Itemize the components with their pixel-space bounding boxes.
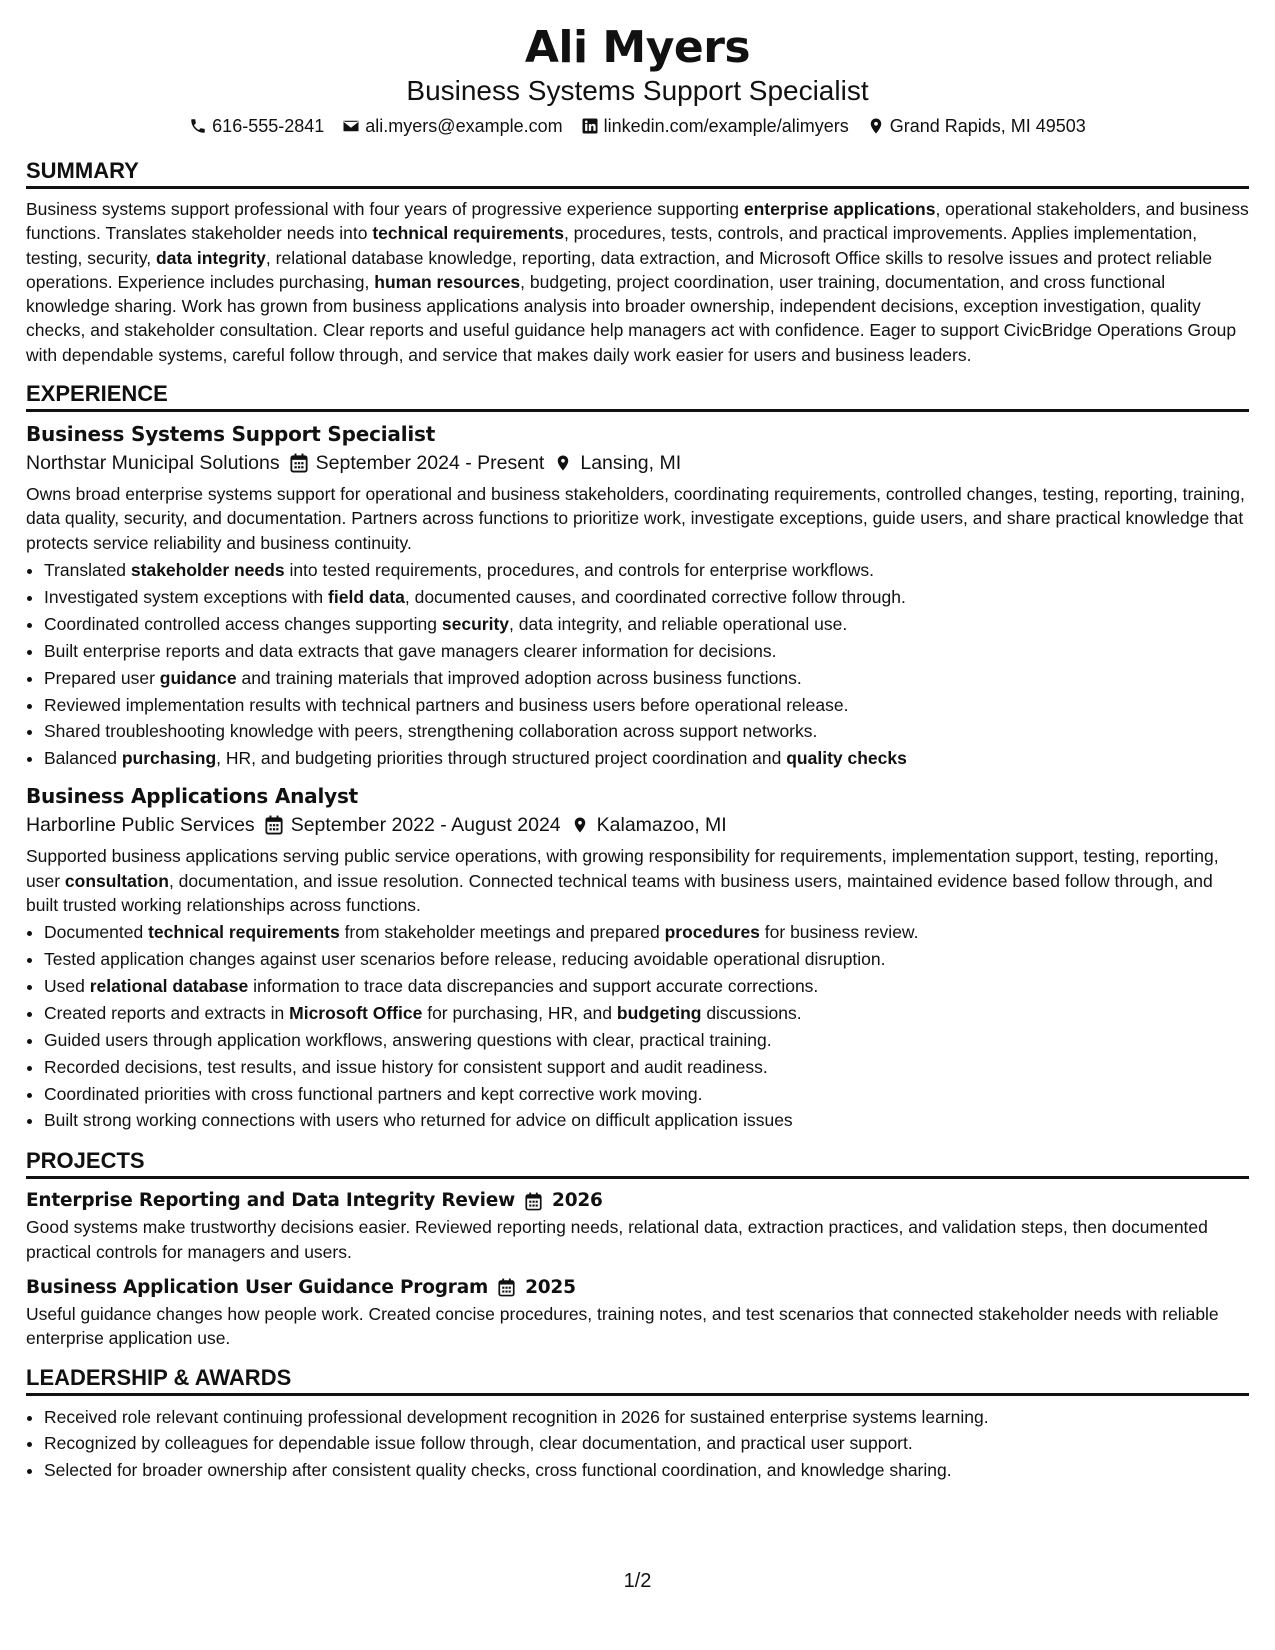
bullet-item: • Reviewed implementation results with technical partners and business users before operational release.	[44, 692, 1249, 719]
bold-keyword: data integrity	[156, 247, 266, 268]
calendar-icon	[290, 453, 308, 473]
bold-keyword: purchasing	[121, 748, 217, 769]
location-pin-icon	[867, 117, 885, 135]
contact-phone	[189, 114, 324, 138]
contact-location	[867, 114, 1086, 138]
job-title: Business Systems Support Specialist	[26, 422, 436, 447]
project-title: Enterprise Reporting and Data Integrity Review	[26, 1190, 516, 1212]
bold-keyword: guidance	[159, 667, 237, 688]
bold-keyword: technical requirements	[148, 922, 340, 943]
bold-keyword: budgeting	[616, 1002, 702, 1023]
job-location-group	[571, 810, 727, 840]
contact-email[interactable]	[342, 114, 562, 138]
location-pin-icon	[571, 815, 589, 835]
envelope-icon	[342, 117, 360, 135]
job-entry	[26, 420, 1249, 772]
job-location-group	[554, 448, 681, 478]
job-meta	[26, 448, 1249, 478]
bullet-item: • Built strong working connections with users who returned for advice on difficult application issues	[44, 1107, 1249, 1134]
bullet-item: • Shared troubleshooting knowledge with peers, strengthening collaboration across support networks.	[44, 718, 1249, 745]
award-item: • Selected for broader ownership after consistent quality checks, cross functional coordination, and knowledge sharing.	[44, 1457, 1249, 1484]
bullet-item: • Coordinated priorities with cross functional partners and kept corrective work moving.	[44, 1081, 1249, 1108]
bold-keyword: stakeholder needs	[130, 559, 285, 580]
job-description: Supported business applications serving public service operations, with growing responsibility for requirements, implementation support, testing, reporting, user consultation, documentation, and issue resolution. Connected technical teams with business users, maintained evidence based follow through, and built trusted working relationships across functions.	[26, 846, 1219, 915]
bold-keyword: field data	[328, 586, 405, 607]
award-item: • Received role relevant continuing professional development recognition in 2026 for sustained enterprise systems learning.	[44, 1404, 1249, 1431]
resume-header	[26, 0, 1249, 138]
bold-keyword: enterprise applications	[743, 199, 936, 219]
bullet-item: • Investigated system exceptions with field data, documented causes, and coordinated corrective follow through.	[44, 584, 1249, 611]
job-dates: September 2022 - August 2024	[290, 814, 561, 837]
bold-keyword: Microsoft Office	[289, 1002, 423, 1023]
bullet-item: • Recorded decisions, test results, and issue history for consistent support and audit readiness.	[44, 1054, 1249, 1081]
bullet-item: • Prepared user guidance and training materials that improved adoption across business functions.	[44, 665, 1249, 692]
contact-linkedin[interactable]	[581, 114, 849, 138]
phone-text: 616-555-2841	[212, 116, 325, 136]
bold-keyword: human resources	[374, 271, 521, 292]
location-pin-icon	[554, 453, 572, 473]
awards-heading: LEADERSHIP & AWARDS	[26, 1365, 1249, 1396]
bold-keyword: procedures	[664, 922, 760, 943]
bold-keyword: consultation	[64, 870, 169, 891]
calendar-icon	[265, 815, 283, 835]
project-year: 2026	[552, 1190, 603, 1212]
job-bullets	[26, 919, 1249, 1134]
bullet-item: • Built enterprise reports and data extracts that gave managers clearer information for decisions.	[44, 638, 1249, 665]
project-header	[26, 1274, 1249, 1302]
bullet-item: • Used relational database information to trace data discrepancies and support accurate corrections.	[44, 973, 1249, 1000]
job-location: Kalamazoo, MI	[596, 814, 727, 837]
calendar-icon	[525, 1192, 542, 1211]
page-number: 1/2	[623, 1570, 652, 1592]
job-meta	[26, 810, 1249, 840]
award-item: • Recognized by colleagues for dependable issue follow through, clear documentation, and practical user support.	[44, 1430, 1249, 1457]
bold-keyword: security	[441, 613, 510, 634]
job-company: Northstar Municipal Solutions	[26, 452, 280, 475]
project-entry	[26, 1187, 1249, 1264]
bullet-item: • Translated stakeholder needs into tested requirements, procedures, and controls for enterprise workflows.	[44, 557, 1249, 584]
job-entry	[26, 782, 1249, 1134]
bold-keyword: quality checks	[786, 748, 907, 769]
calendar-icon	[498, 1278, 515, 1297]
bold-keyword: relational database	[89, 975, 249, 996]
linkedin-icon	[581, 117, 599, 135]
candidate-name: Ali Myers	[524, 22, 751, 73]
linkedin-text[interactable]: linkedin.com/example/alimyers	[603, 116, 849, 136]
job-dates-group	[290, 448, 545, 478]
bullet-item: • Balanced purchasing, HR, and budgeting priorities through structured project coordination and quality checks	[44, 745, 1249, 772]
job-title: Business Applications Analyst	[26, 784, 359, 809]
project-entry	[26, 1274, 1249, 1351]
location-text: Grand Rapids, MI 49503	[889, 116, 1086, 136]
projects-heading: PROJECTS	[26, 1148, 1249, 1179]
project-description: Useful guidance changes how people work. Created concise procedures, training notes, and test scenarios that connected stakeholder needs with reliable enterprise application use.	[26, 1303, 1219, 1349]
job-description: Owns broad enterprise systems support for operational and business stakeholders, coordinating requirements, controlled changes, testing, reporting, training, data quality, security, and documentation. Partners across functions to prioritize work, investigate exceptions, guide users, and share practical knowledge that protects service reliability and business continuity.	[26, 484, 1245, 553]
phone-icon	[189, 117, 207, 135]
contact-line	[26, 114, 1249, 138]
email-text[interactable]: ali.myers@example.com	[365, 116, 563, 136]
job-company: Harborline Public Services	[26, 814, 255, 837]
experience-heading: EXPERIENCE	[26, 381, 1249, 412]
job-dates-group	[265, 810, 561, 840]
project-title: Business Application User Guidance Program	[26, 1276, 489, 1298]
bullet-item: • Tested application changes against user scenarios before release, reducing avoidable operational disruption.	[44, 946, 1249, 973]
bullet-item: • Created reports and extracts in Microsoft Office for purchasing, HR, and budgeting discussions.	[44, 1000, 1249, 1027]
job-dates: September 2024 - Present	[315, 452, 545, 475]
project-description: Good systems make trustworthy decisions easier. Reviewed reporting needs, relational data, extraction practices, and validation steps, then documented practical controls for managers and users.	[26, 1217, 1208, 1262]
awards-list	[26, 1404, 1249, 1485]
bullet-item: • Documented technical requirements from stakeholder meetings and prepared procedures for business review.	[44, 919, 1249, 946]
bold-keyword: technical requirements	[372, 223, 564, 244]
bullet-item: • Guided users through application workflows, answering questions with clear, practical training.	[44, 1027, 1249, 1054]
summary-heading: SUMMARY	[26, 158, 1249, 189]
project-header	[26, 1187, 1249, 1215]
bullet-item: • Coordinated controlled access changes supporting security, data integrity, and reliable operational use.	[44, 611, 1249, 638]
job-bullets	[26, 557, 1249, 772]
job-location: Lansing, MI	[580, 452, 682, 475]
candidate-role: Business Systems Support Specialist	[406, 75, 869, 106]
summary-text: Business systems support professional with four years of progressive experience supporting enterprise applications, operational stakeholders, and business functions. Translates stakeholder needs into technical requirements, procedures, tests, controls, and practical improvements. Applies implementation, testing, security, data integrity, relational database knowledge, reporting, data extraction, and Microsoft Office skills to resolve issues and protect reliable operations. Experience includes purchasing, human resources, budgeting, project coordination, user training, documentation, and cross functional knowledge sharing. Work has grown from business applications analysis into broader ownership, independent decisions, exception investigation, quality checks, and stakeholder consultation. Clear reports and useful guidance help managers act with confidence. Eager to support CivicBridge Operations Group with dependable systems, careful follow through, and service that makes daily work easier for users and business leaders.	[26, 199, 1249, 365]
project-year: 2025	[525, 1276, 576, 1298]
